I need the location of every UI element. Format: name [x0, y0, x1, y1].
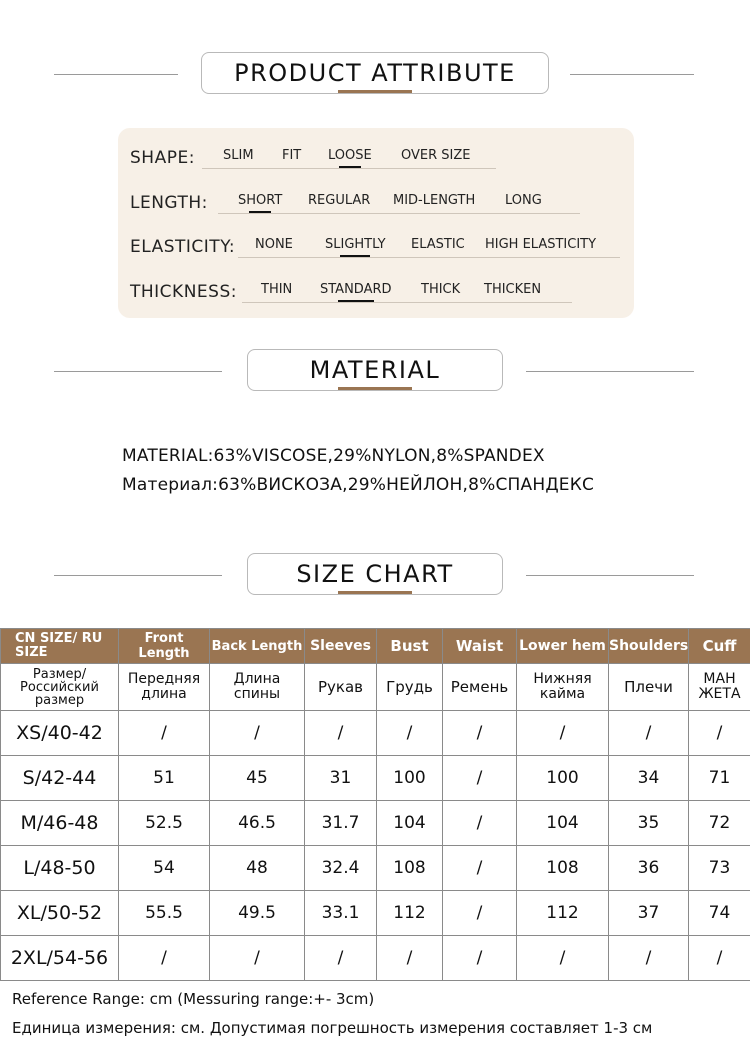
table-cell: 51 — [119, 756, 210, 801]
table-cell: 52.5 — [119, 801, 210, 846]
table-cell: 48 — [210, 846, 305, 891]
col-header-ru: Размер/ Российский размер — [1, 664, 119, 711]
attr-label: LENGTH: — [130, 193, 208, 213]
size-chart-title: SIZE CHART — [247, 553, 503, 595]
size-cell: S/42-44 — [1, 756, 119, 801]
attr-option-selected: SLIGHTLY — [325, 237, 386, 252]
title-accent — [338, 591, 412, 594]
table-cell: 71 — [689, 756, 750, 801]
material-title: MATERIAL — [247, 349, 503, 391]
divider-right — [526, 575, 694, 576]
attr-option: HIGH ELASTICITY — [485, 237, 597, 252]
product-attribute-title: PRODUCT ATTRIBUTE — [201, 52, 549, 94]
size-chart-table — [0, 628, 750, 981]
attr-option: NONE — [255, 237, 293, 252]
col-header-ru: Плечи — [609, 664, 689, 711]
table-cell: / — [305, 711, 377, 756]
col-header-ru: Передняя длина — [119, 664, 210, 711]
table-cell: / — [443, 801, 517, 846]
attribute-panel — [118, 128, 634, 318]
col-header: Cuff — [689, 629, 750, 664]
attr-option: THIN — [261, 282, 293, 297]
table-cell: 100 — [377, 756, 443, 801]
table-cell: 112 — [517, 891, 609, 936]
size-cell: 2XL/54-56 — [1, 936, 119, 981]
reference-range-ru: Единица измерения: см. Допустимая погрешность измерения составляет 1-3 см — [12, 1019, 653, 1037]
col-header: Lower hem — [517, 629, 609, 664]
col-header: Sleeves — [305, 629, 377, 664]
divider-left — [54, 575, 222, 576]
table-cell: / — [210, 711, 305, 756]
table-cell: 45 — [210, 756, 305, 801]
table-cell: 100 — [517, 756, 609, 801]
table-cell: 31.7 — [305, 801, 377, 846]
header-row-ru — [1, 664, 750, 711]
attr-option: ELASTIC — [411, 237, 465, 252]
size-chart-header — [0, 553, 750, 603]
table-cell: 108 — [517, 846, 609, 891]
material-header — [0, 349, 750, 399]
table-row — [1, 936, 750, 981]
product-attribute-header — [0, 52, 750, 102]
table-cell: / — [609, 936, 689, 981]
attr-rule — [242, 302, 572, 303]
table-cell: / — [689, 711, 750, 756]
attr-rule — [238, 257, 620, 258]
table-cell: / — [305, 936, 377, 981]
attr-label: THICKNESS: — [130, 282, 237, 302]
attr-row-length — [118, 187, 634, 217]
table-cell: 108 — [377, 846, 443, 891]
table-cell: / — [689, 936, 750, 981]
table-cell: 35 — [609, 801, 689, 846]
table-row — [1, 711, 750, 756]
title-accent — [338, 90, 412, 93]
table-cell: 34 — [609, 756, 689, 801]
table-cell: 37 — [609, 891, 689, 936]
table-cell: / — [443, 936, 517, 981]
table-cell: / — [609, 711, 689, 756]
table-cell: 46.5 — [210, 801, 305, 846]
attr-option-selected: LOOSE — [328, 148, 372, 163]
attr-rule — [218, 213, 580, 214]
attr-option-selected: SHORT — [238, 193, 283, 208]
table-cell: 112 — [377, 891, 443, 936]
header-row-en — [1, 629, 750, 664]
attr-option: LONG — [505, 193, 542, 208]
table-cell: 36 — [609, 846, 689, 891]
table-cell: 74 — [689, 891, 750, 936]
table-cell: 55.5 — [119, 891, 210, 936]
table-cell: 49.5 — [210, 891, 305, 936]
attr-option-selected: STANDARD — [320, 282, 392, 297]
col-header: Front Length — [119, 629, 210, 664]
attr-rule — [202, 168, 496, 169]
reference-range-en: Reference Range: cm (Messuring range:+- 3cm) — [12, 990, 375, 1008]
table-cell: 33.1 — [305, 891, 377, 936]
col-header-ru: Нижняя кайма — [517, 664, 609, 711]
table-cell: / — [443, 891, 517, 936]
table-cell: / — [517, 711, 609, 756]
table-cell: 31 — [305, 756, 377, 801]
attr-option: THICK — [421, 282, 461, 297]
attr-label: ELASTICITY: — [130, 237, 236, 257]
table-cell: / — [443, 756, 517, 801]
col-header-ru: МАН ЖЕТА — [689, 664, 750, 711]
table-row — [1, 801, 750, 846]
table-cell: / — [443, 711, 517, 756]
table-cell: 73 — [689, 846, 750, 891]
table-cell: / — [517, 936, 609, 981]
divider-right — [526, 371, 694, 372]
col-header: Back Length — [210, 629, 305, 664]
table-cell: / — [119, 936, 210, 981]
size-cell: XS/40-42 — [1, 711, 119, 756]
col-header: Waist — [443, 629, 517, 664]
size-cell: XL/50-52 — [1, 891, 119, 936]
col-header: CN SIZE/ RU SIZE — [1, 629, 119, 664]
table-cell: 32.4 — [305, 846, 377, 891]
title-accent — [338, 387, 412, 390]
attr-row-elasticity — [118, 231, 634, 261]
col-header: Bust — [377, 629, 443, 664]
table-cell: 104 — [517, 801, 609, 846]
attr-option: REGULAR — [308, 193, 371, 208]
col-header-ru: Ремень — [443, 664, 517, 711]
attr-option: SLIM — [223, 148, 254, 163]
material-en: MATERIAL:63%VISCOSE,29%NYLON,8%SPANDEX — [122, 446, 545, 466]
material-ru: Материал:63%ВИСКОЗА,29%НЕЙЛОН,8%СПАНДЕКС — [122, 475, 595, 495]
table-cell: 54 — [119, 846, 210, 891]
table-cell: / — [377, 936, 443, 981]
table-cell: / — [119, 711, 210, 756]
col-header: Shoulders — [609, 629, 689, 664]
table-cell: / — [210, 936, 305, 981]
attr-row-shape — [118, 142, 634, 172]
col-header-ru: Длина спины — [210, 664, 305, 711]
size-cell: M/46-48 — [1, 801, 119, 846]
attr-option: MID-LENGTH — [393, 193, 476, 208]
col-header-ru: Рукав — [305, 664, 377, 711]
table-row — [1, 891, 750, 936]
table-cell: / — [377, 711, 443, 756]
attr-label: SHAPE: — [130, 148, 195, 168]
table-cell: 104 — [377, 801, 443, 846]
divider-right — [570, 74, 694, 75]
attr-option: FIT — [282, 148, 302, 163]
table-row — [1, 756, 750, 801]
table-row — [1, 846, 750, 891]
col-header-ru: Грудь — [377, 664, 443, 711]
divider-left — [54, 74, 178, 75]
size-cell: L/48-50 — [1, 846, 119, 891]
divider-left — [54, 371, 222, 372]
attr-option: OVER SIZE — [401, 148, 471, 163]
table-cell: 72 — [689, 801, 750, 846]
table-cell: / — [443, 846, 517, 891]
attr-option: THICKEN — [484, 282, 542, 297]
attr-row-thickness — [118, 276, 634, 306]
